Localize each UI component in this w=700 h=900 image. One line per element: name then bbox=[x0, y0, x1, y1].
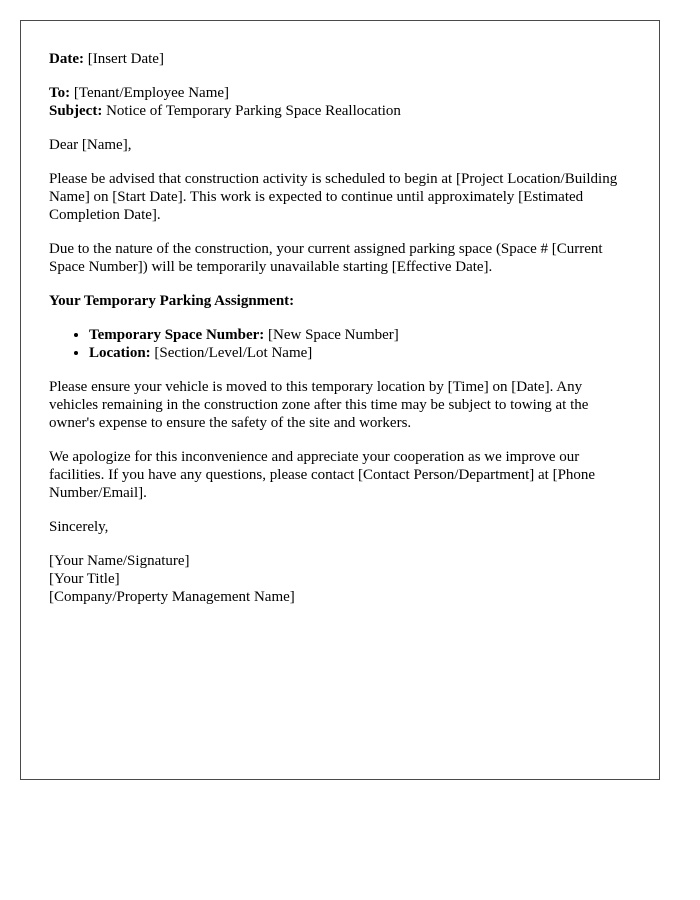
date-line bbox=[49, 50, 631, 68]
assignment-item-value: [New Space Number] bbox=[268, 327, 399, 343]
salutation: Dear [Name], bbox=[49, 137, 132, 153]
signature-block bbox=[49, 552, 631, 606]
signature-company: [Company/Property Management Name] bbox=[49, 589, 295, 605]
list-item bbox=[89, 326, 631, 344]
list-item bbox=[89, 344, 631, 362]
to-label: To: bbox=[49, 85, 71, 101]
date-value: [Insert Date] bbox=[87, 51, 164, 67]
assignment-item-label: Temporary Space Number: bbox=[89, 327, 265, 343]
subject-line bbox=[49, 102, 631, 120]
date-label: Date: bbox=[49, 51, 84, 67]
paragraph-space-unavailable: Due to the nature of the construction, your current assigned parking space (Space # [Current Space Number]) will be temporarily unavailable starting [Effective Date]. bbox=[49, 241, 603, 275]
signature-name: [Your Name/Signature] bbox=[49, 553, 190, 569]
assignment-item-label: Location: bbox=[89, 345, 151, 361]
assignment-heading bbox=[49, 292, 631, 310]
paragraph-apology-contact: We apologize for this inconvenience and appreciate your cooperation as we improve our facilities. If you have any questions, please contact [Contact Person/Department] at [Phone Number/Email]. bbox=[49, 449, 596, 501]
letter-page bbox=[20, 20, 660, 780]
to-line bbox=[49, 84, 631, 102]
signature-title: [Your Title] bbox=[49, 571, 120, 587]
closing: Sincerely, bbox=[49, 519, 109, 535]
subject-label: Subject: bbox=[49, 103, 103, 119]
paragraph-construction-notice: Please be advised that construction activity is scheduled to begin at [Project Location/Building Name] on [Start Date]. This work is expected to continue until approximately [Estimated Completion Date]. bbox=[49, 171, 618, 223]
assignment-list bbox=[49, 326, 631, 362]
to-value: [Tenant/Employee Name] bbox=[73, 85, 230, 101]
subject-value: Notice of Temporary Parking Space Reallocation bbox=[106, 103, 401, 119]
paragraph-move-vehicle: Please ensure your vehicle is moved to this temporary location by [Time] on [Date]. Any vehicles remaining in the construction zone after this time may be subject to towing at the owner's expense to ensure the safety of the site and workers. bbox=[49, 379, 589, 431]
assignment-item-value: [Section/Level/Lot Name] bbox=[154, 345, 313, 361]
assignment-heading-text: Your Temporary Parking Assignment: bbox=[49, 293, 295, 309]
